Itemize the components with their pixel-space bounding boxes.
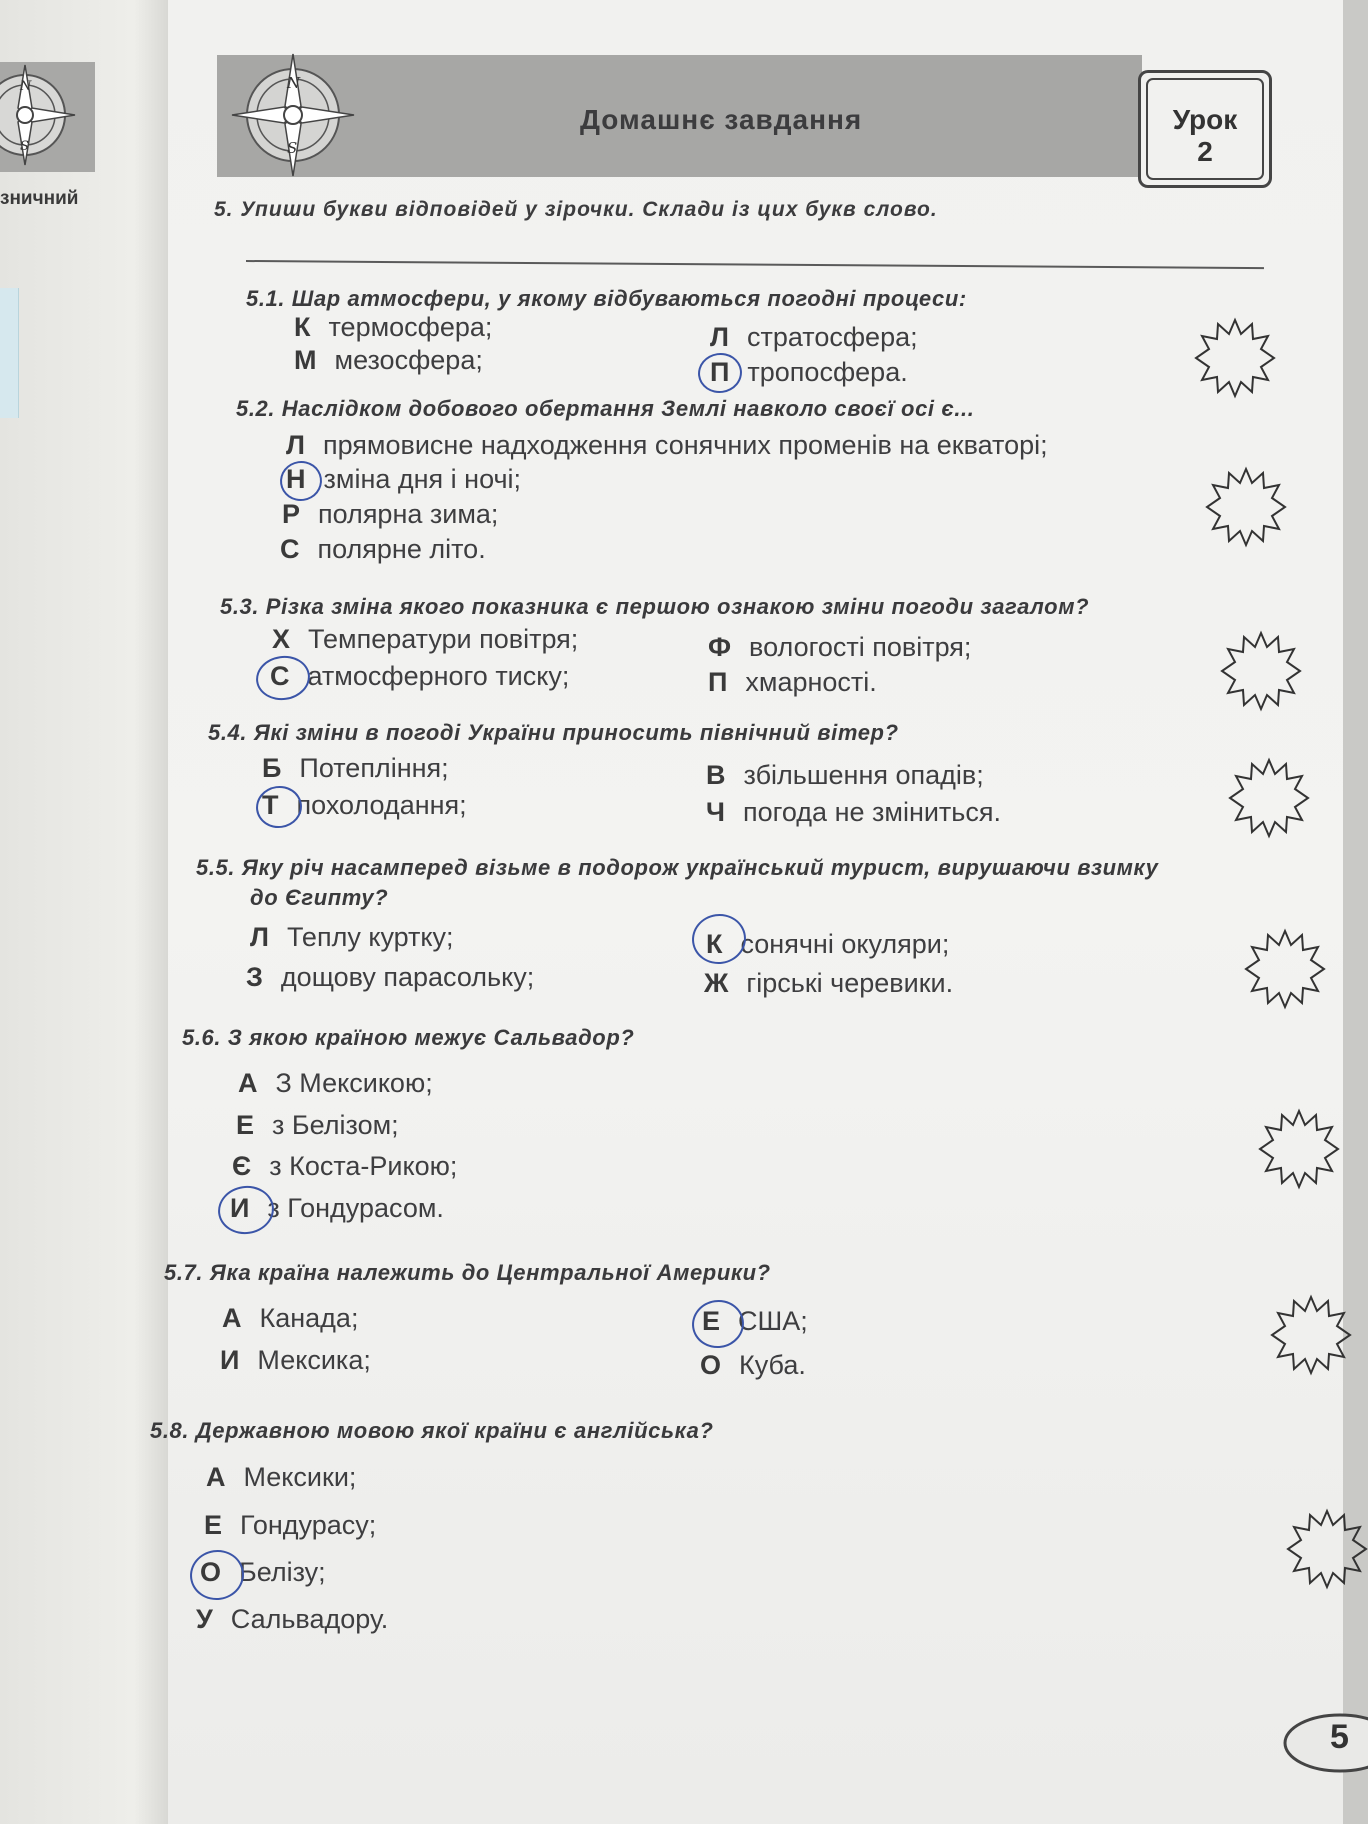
compass-rose-icon bbox=[0, 60, 80, 170]
svg-text:S: S bbox=[20, 139, 29, 154]
left-page-edge bbox=[0, 0, 168, 1824]
option-5-6-e[interactable]: Е з Белізом; bbox=[236, 1110, 399, 1140]
option-5-4-b[interactable]: Б Потепління; bbox=[262, 753, 449, 783]
option-5-2-n[interactable]: Н зміна дня і ночі; bbox=[286, 464, 522, 494]
answer-star-3[interactable] bbox=[1220, 630, 1302, 712]
lesson-badge bbox=[1138, 70, 1272, 188]
svg-text:N: N bbox=[287, 74, 301, 92]
question-5-5: 5.5. Яку річ насамперед візьме в подорож український турист, вирушаючи взимку bbox=[196, 855, 1159, 880]
answer-star-2[interactable] bbox=[1205, 466, 1287, 548]
option-5-8-u[interactable]: У Сальвадору. bbox=[196, 1604, 389, 1634]
option-5-3-s[interactable]: С атмосферного тиску; bbox=[270, 661, 570, 691]
option-5-4-ch[interactable]: Ч погода не зміниться. bbox=[706, 797, 1001, 827]
option-5-7-y[interactable]: И Мексика; bbox=[220, 1345, 371, 1375]
option-5-6-y[interactable]: И з Гондурасом. bbox=[230, 1193, 444, 1223]
question-5-6: 5.6. З якою країною межує Сальвадор? bbox=[182, 1025, 635, 1050]
option-5-2-r[interactable]: Р полярна зима; bbox=[282, 499, 499, 529]
answer-star-8[interactable] bbox=[1286, 1508, 1368, 1590]
option-5-6-ye[interactable]: Є з Коста-Рикою; bbox=[232, 1151, 458, 1181]
option-5-2-s[interactable]: С полярне літо. bbox=[280, 534, 486, 564]
option-5-5-k[interactable]: К сонячні окуляри; bbox=[706, 929, 950, 959]
workbook-page bbox=[168, 0, 1343, 1824]
question-5-8: 5.8. Державною мовою якої країни є англійська? bbox=[150, 1418, 714, 1443]
option-5-1-l[interactable]: Л стратосфера; bbox=[710, 322, 918, 352]
option-5-2-l[interactable]: Л прямовисне надходження сонячних променів на екваторі; bbox=[286, 430, 1048, 460]
task-title: 5. Упиши букви відповідей у зірочки. Склади із цих букв слово. bbox=[214, 198, 938, 221]
svg-text:S: S bbox=[287, 139, 298, 157]
svg-text:N: N bbox=[20, 79, 32, 94]
answer-star-6[interactable] bbox=[1258, 1108, 1340, 1190]
answer-star-1[interactable] bbox=[1194, 317, 1276, 399]
answer-star-4[interactable] bbox=[1228, 757, 1310, 839]
option-5-5-l[interactable]: Л Теплу куртку; bbox=[250, 922, 454, 952]
page-number: 5 bbox=[1330, 1718, 1349, 1756]
option-5-5-zh[interactable]: Ж гірські черевики. bbox=[704, 968, 954, 998]
option-5-4-v[interactable]: В збільшення опадів; bbox=[706, 760, 984, 790]
option-5-7-a[interactable]: А Канада; bbox=[222, 1303, 359, 1333]
option-5-5-z[interactable]: З дощову парасольку; bbox=[246, 962, 535, 992]
question-5-1: 5.1. Шар атмосфери, у якому відбуваються погодні процеси: bbox=[246, 286, 967, 311]
option-5-3-p[interactable]: П хмарності. bbox=[708, 667, 877, 697]
lesson-number: 2 bbox=[1197, 136, 1213, 167]
option-5-3-f[interactable]: Ф вологості повітря; bbox=[708, 632, 972, 662]
option-5-7-o[interactable]: О Куба. bbox=[700, 1350, 806, 1380]
answer-star-7[interactable] bbox=[1270, 1294, 1352, 1376]
lesson-label: Урок bbox=[1172, 104, 1238, 135]
question-5-5-cont: до Єгипту? bbox=[250, 885, 389, 910]
compass-rose-icon bbox=[228, 50, 358, 180]
answer-star-5[interactable] bbox=[1244, 928, 1326, 1010]
left-page-word: зничний bbox=[0, 188, 79, 209]
option-5-1-p[interactable]: П тропосфера. bbox=[710, 357, 908, 387]
page-title: Домашнє завдання bbox=[580, 104, 863, 135]
question-5-4: 5.4. Які зміни в погоді України приносить північний вітер? bbox=[208, 720, 899, 745]
option-5-1-k[interactable]: К термосфера; bbox=[294, 312, 493, 342]
option-5-1-m[interactable]: М мезосфера; bbox=[294, 345, 483, 375]
option-5-6-a[interactable]: А З Мексикою; bbox=[238, 1068, 433, 1098]
question-5-7: 5.7. Яка країна належить до Центральної Америки? bbox=[164, 1260, 771, 1285]
left-page-map-fragment bbox=[0, 288, 19, 418]
option-5-8-e[interactable]: Е Гондурасу; bbox=[204, 1510, 377, 1540]
option-5-8-o[interactable]: О Белізу; bbox=[200, 1557, 326, 1587]
option-5-7-e[interactable]: Е США; bbox=[702, 1306, 808, 1336]
question-5-2: 5.2. Наслідком добового обертання Землі навколо своєї осі є... bbox=[236, 396, 975, 421]
option-5-8-a[interactable]: А Мексики; bbox=[206, 1462, 357, 1492]
option-5-4-t[interactable]: Т похолодання; bbox=[262, 790, 467, 820]
option-5-3-kh[interactable]: Х Температури повітря; bbox=[272, 624, 579, 654]
question-5-3: 5.3. Різка зміна якого показника є першою ознакою зміни погоди загалом? bbox=[220, 594, 1090, 619]
